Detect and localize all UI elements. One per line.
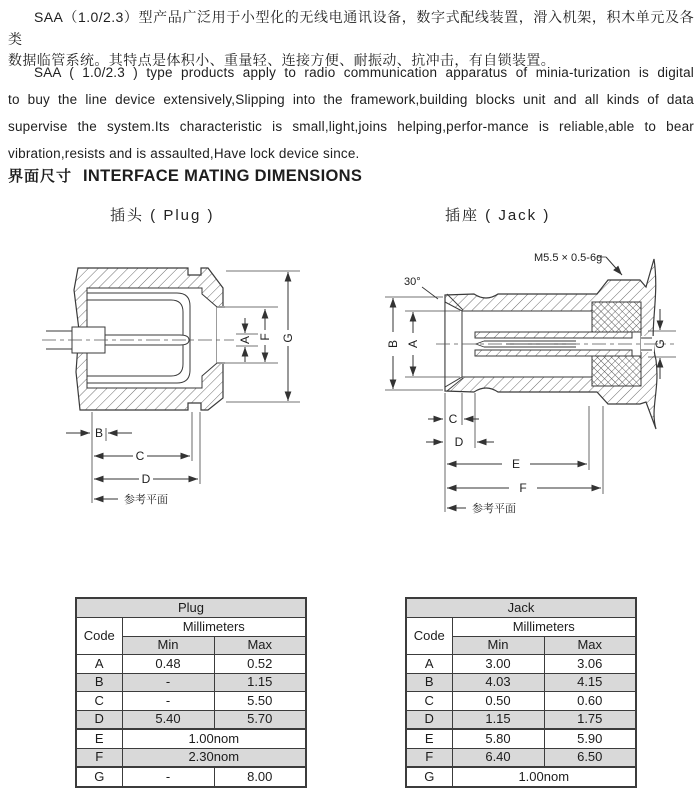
table-row xyxy=(406,673,636,692)
cell-code: A xyxy=(76,655,122,674)
cell-min: 0.50 xyxy=(452,692,544,711)
table-row xyxy=(406,618,636,637)
jack-dim-label-a: A xyxy=(406,339,420,349)
jack-dim-label-g: G xyxy=(653,339,667,349)
plug-dimensions-table xyxy=(75,597,307,788)
cell-code: B xyxy=(76,673,122,692)
section-heading xyxy=(8,165,362,186)
jack-insulator-bottom xyxy=(592,356,641,386)
jack-dim-label-d: D xyxy=(454,435,464,449)
text-line: SAA ( 1.0/2.3 ) type products apply to radio communication apparatus of minia-turization is digital xyxy=(34,65,694,80)
column-header-unit: Millimeters xyxy=(122,618,306,637)
cell-max: 5.50 xyxy=(214,692,306,711)
cell-nominal: 1.00nom xyxy=(122,729,306,748)
section-heading-en: INTERFACE MATING DIMENSIONS xyxy=(83,167,363,185)
text-line: supervise the system.Its characteristic is small,light,joins helping,perfor-mance is reliable,able to bear xyxy=(8,119,694,134)
plug-ref-plane-label: 参考平面 xyxy=(124,494,168,506)
cell-min: 5.40 xyxy=(122,710,214,729)
table-row xyxy=(76,598,306,618)
plug-drawing-title: 插头 ( Plug ) xyxy=(110,207,215,224)
cell-max: 4.15 xyxy=(544,673,636,692)
cell-max: 5.70 xyxy=(214,710,306,729)
table-row xyxy=(406,692,636,711)
cell-max: 3.06 xyxy=(544,655,636,674)
plug-dim-label-f: F xyxy=(258,333,272,341)
column-header-code: Code xyxy=(76,618,122,655)
table-row xyxy=(406,767,636,787)
cell-code: G xyxy=(406,767,452,787)
table-row xyxy=(76,710,306,729)
jack-dim-label-e: E xyxy=(511,457,521,471)
cell-min: - xyxy=(122,692,214,711)
cell-max: 6.50 xyxy=(544,748,636,767)
cell-code: E xyxy=(406,729,452,748)
jack-dim-label-c: C xyxy=(448,412,458,426)
intro-paragraph-en xyxy=(8,59,694,167)
column-header-min: Min xyxy=(122,636,214,655)
cell-min: - xyxy=(122,767,214,787)
cell-max: 1.75 xyxy=(544,710,636,729)
text-line: SAA（1.0/2.3）型产品广泛用于小型化的无线电通讯设备，数字式配线装置，滑入机架，积木单元及各类 xyxy=(8,9,694,47)
table-row xyxy=(76,767,306,787)
jack-contact-tube-top xyxy=(475,332,632,338)
jack-angle-label: 30° xyxy=(404,276,421,288)
plug-technical-drawing xyxy=(35,230,310,520)
cell-min: 5.80 xyxy=(452,729,544,748)
cell-code: F xyxy=(406,748,452,767)
table-row xyxy=(406,598,636,618)
cell-code: C xyxy=(76,692,122,711)
jack-drawing-title: 插座 ( Jack ) xyxy=(445,207,551,224)
cell-max: 0.52 xyxy=(214,655,306,674)
jack-technical-drawing xyxy=(350,235,680,530)
section-heading-cn: 界面尺寸 xyxy=(8,168,73,185)
table-title: Jack xyxy=(406,598,636,618)
table-row xyxy=(76,692,306,711)
cell-min: 4.03 xyxy=(452,673,544,692)
cell-max: 8.00 xyxy=(214,767,306,787)
cell-max: 1.15 xyxy=(214,673,306,692)
column-header-max: Max xyxy=(544,636,636,655)
jack-thread-label: M5.5 × 0.5-6g xyxy=(534,252,603,264)
cell-min: 0.48 xyxy=(122,655,214,674)
plug-dim-label-b: B xyxy=(94,426,104,440)
cell-min: 3.00 xyxy=(452,655,544,674)
column-header-code: Code xyxy=(406,618,452,655)
cell-max: 5.90 xyxy=(544,729,636,748)
column-header-min: Min xyxy=(452,636,544,655)
cell-code: B xyxy=(406,673,452,692)
table-row xyxy=(76,748,306,767)
text-line: to buy the line device extensively,Slipping into the framework,building blocks unit and all kinds of data xyxy=(8,92,694,107)
cell-max: 0.60 xyxy=(544,692,636,711)
cell-code: D xyxy=(76,710,122,729)
cell-code: A xyxy=(406,655,452,674)
cell-code: D xyxy=(406,710,452,729)
plug-dim-label-a: A xyxy=(238,335,252,345)
cell-nominal: 1.00nom xyxy=(452,767,636,787)
jack-dim-label-b: B xyxy=(386,339,400,349)
column-header-unit: Millimeters xyxy=(452,618,636,637)
cell-min: 6.40 xyxy=(452,748,544,767)
cell-min: - xyxy=(122,673,214,692)
table-row xyxy=(76,673,306,692)
text-line: 数据临管系统。其特点是体积小、重量轻、连接方便、耐振动、抗冲击，有自锁装置。 xyxy=(8,52,556,68)
cell-min: 1.15 xyxy=(452,710,544,729)
table-row xyxy=(76,618,306,637)
cell-code: G xyxy=(76,767,122,787)
table-row xyxy=(406,710,636,729)
jack-contact-tube-bottom xyxy=(475,350,632,356)
text-line: vibration,resists and is assaulted,Have lock device since. xyxy=(8,146,360,161)
table-row xyxy=(406,748,636,767)
cell-code: C xyxy=(406,692,452,711)
plug-face-opening xyxy=(217,306,226,364)
table-row xyxy=(406,655,636,674)
table-row xyxy=(76,729,306,748)
cell-nominal: 2.30nom xyxy=(122,748,306,767)
table-row xyxy=(76,655,306,674)
plug-dim-label-c: C xyxy=(135,449,145,463)
jack-dimensions-table xyxy=(405,597,637,788)
jack-ref-plane-label: 参考平面 xyxy=(472,503,516,515)
plug-dim-label-g: G xyxy=(281,333,295,343)
plug-dim-label-d: D xyxy=(141,472,151,486)
cell-code: F xyxy=(76,748,122,767)
jack-dim-label-f: F xyxy=(519,481,527,495)
table-title: Plug xyxy=(76,598,306,618)
jack-insulator-top xyxy=(592,302,641,332)
table-row xyxy=(406,729,636,748)
cell-code: E xyxy=(76,729,122,748)
column-header-max: Max xyxy=(214,636,306,655)
